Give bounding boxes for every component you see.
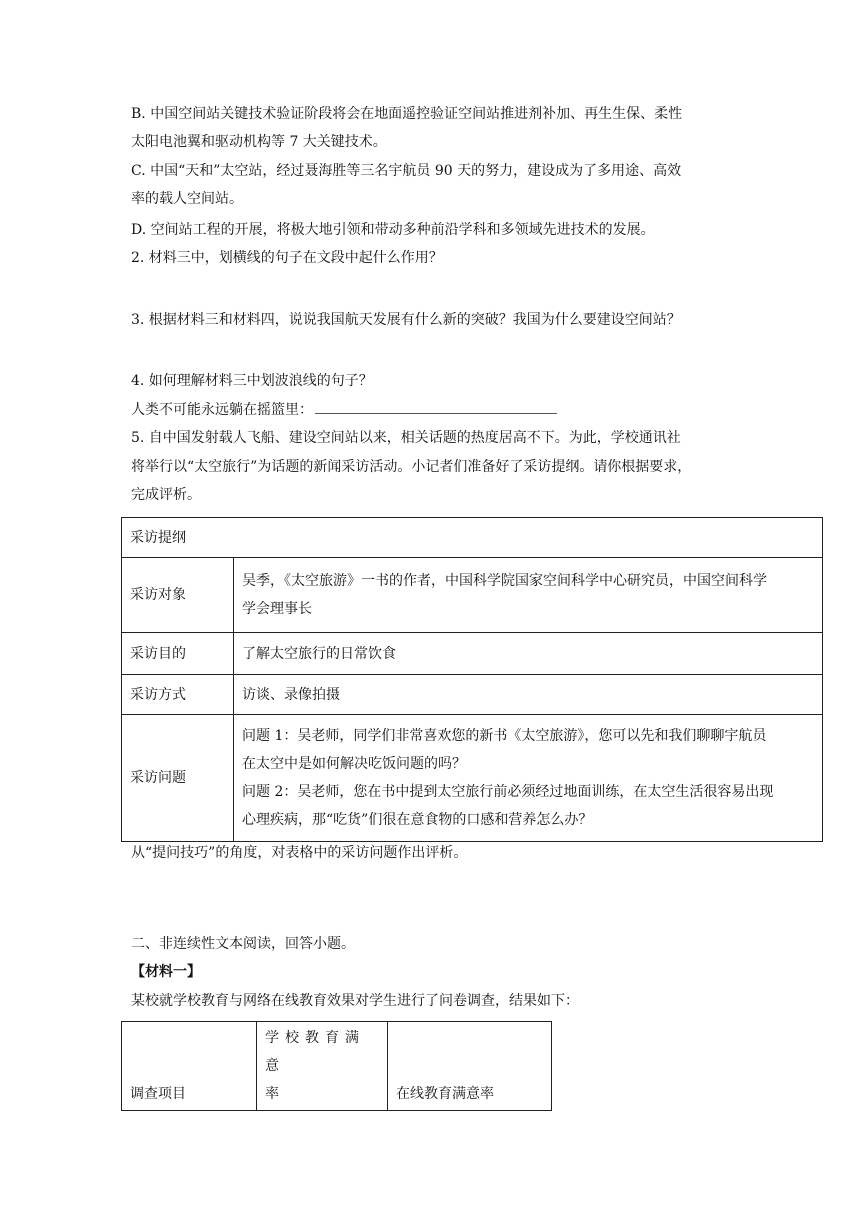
question-5-line-3: 完成评析。 [131, 487, 201, 503]
section-2-heading: 二、非连续性文本阅读，回答小题。 [131, 936, 355, 952]
row-content-line: 心理疾病，那“吃货”们很在意食物的口感和营养怎么办？ [242, 812, 593, 828]
interview-outline-table [121, 517, 823, 842]
survey-table [121, 1021, 552, 1111]
table-row [122, 675, 823, 715]
row-content: 访谈、录像拍摄 [234, 675, 823, 715]
option-c-line-2: 率的载人空间站。 [131, 191, 243, 207]
question-5-task: 从“提问技巧”的角度，对表格中的采访问题作出评析。 [131, 845, 468, 861]
row-content-line: 吴季，《太空旅游》一书的作者，中国科学院国家空间科学中心研究员，中国空间科学 [242, 573, 767, 589]
table-row [122, 633, 823, 675]
row-label: 采访问题 [122, 715, 234, 842]
question-4-prompt-text: 人类不可能永远躺在摇篮里： [131, 402, 313, 418]
row-content-line: 问题 2：吴老师，您在书中提到太空旅行前必须经过地面训练，在太空生活很容易出现 [242, 784, 774, 800]
question-4-prompt [131, 399, 557, 420]
row-content-line: 学会理事长 [242, 601, 312, 617]
row-label: 采访目的 [122, 633, 234, 675]
option-b-line-2: 太阳电池翼和驱动机构等 7 大关键技术。 [131, 134, 387, 150]
row-content [234, 558, 823, 633]
option-d-line: D. 空间站工程的开展，将极大地引领和带动多种前沿学科和多领域先进技术的发展。 [131, 222, 655, 238]
option-b-line-1: B. 中国空间站关键技术验证阶段将会在地面遥控验证空间站推进剂补加、再生生保、柔性 [131, 106, 683, 122]
survey-col-school-line: 率 [265, 1086, 279, 1102]
row-label: 采访对象 [122, 558, 234, 633]
row-content-line: 问题 1：吴老师，同学们非常喜欢您的新书《太空旅游》，您可以先和我们聊聊宇航员 [242, 728, 767, 744]
table-header: 采访提纲 [122, 518, 823, 558]
material-1-heading: 【材料一】 [131, 964, 201, 980]
row-content-line: 在太空中是如何解决吃饭问题的吗？ [242, 756, 466, 772]
option-c-line-1: C. 中国“天和”太空站，经过聂海胜等三名宇航员 90 天的努力，建设成为了多用途、高效 [131, 163, 682, 179]
row-content: 了解太空旅行的日常饮食 [234, 633, 823, 675]
survey-col-online: 在线教育满意率 [388, 1022, 552, 1111]
question-2: 2. 材料三中，划横线的句子在文段中起什么作用？ [131, 250, 443, 266]
row-label: 采访方式 [122, 675, 234, 715]
question-5-line-2: 将举行以“太空旅行”为话题的新闻采访活动。小记者们准备好了采访提纲。请你根据要求， [131, 459, 692, 475]
survey-col-item: 调查项目 [122, 1022, 257, 1111]
survey-col-school-line: 学校教育满意 [265, 1030, 365, 1074]
answer-blank[interactable] [315, 399, 557, 414]
table-row [122, 558, 823, 633]
question-3: 3. 根据材料三和材料四，说说我国航天发展有什么新的突破？我国为什么要建设空间站？ [131, 312, 681, 328]
table-row [122, 715, 823, 842]
question-4: 4. 如何理解材料三中划波浪线的句子？ [131, 373, 373, 389]
row-content [234, 715, 823, 842]
survey-intro: 某校就学校教育与网络在线教育效果对学生进行了问卷调查，结果如下： [131, 993, 579, 1009]
question-5-line-1: 5. 自中国发射载人飞船、建设空间站以来，相关话题的热度居高不下。为此，学校通讯社 [131, 430, 681, 446]
survey-col-school [257, 1022, 388, 1111]
